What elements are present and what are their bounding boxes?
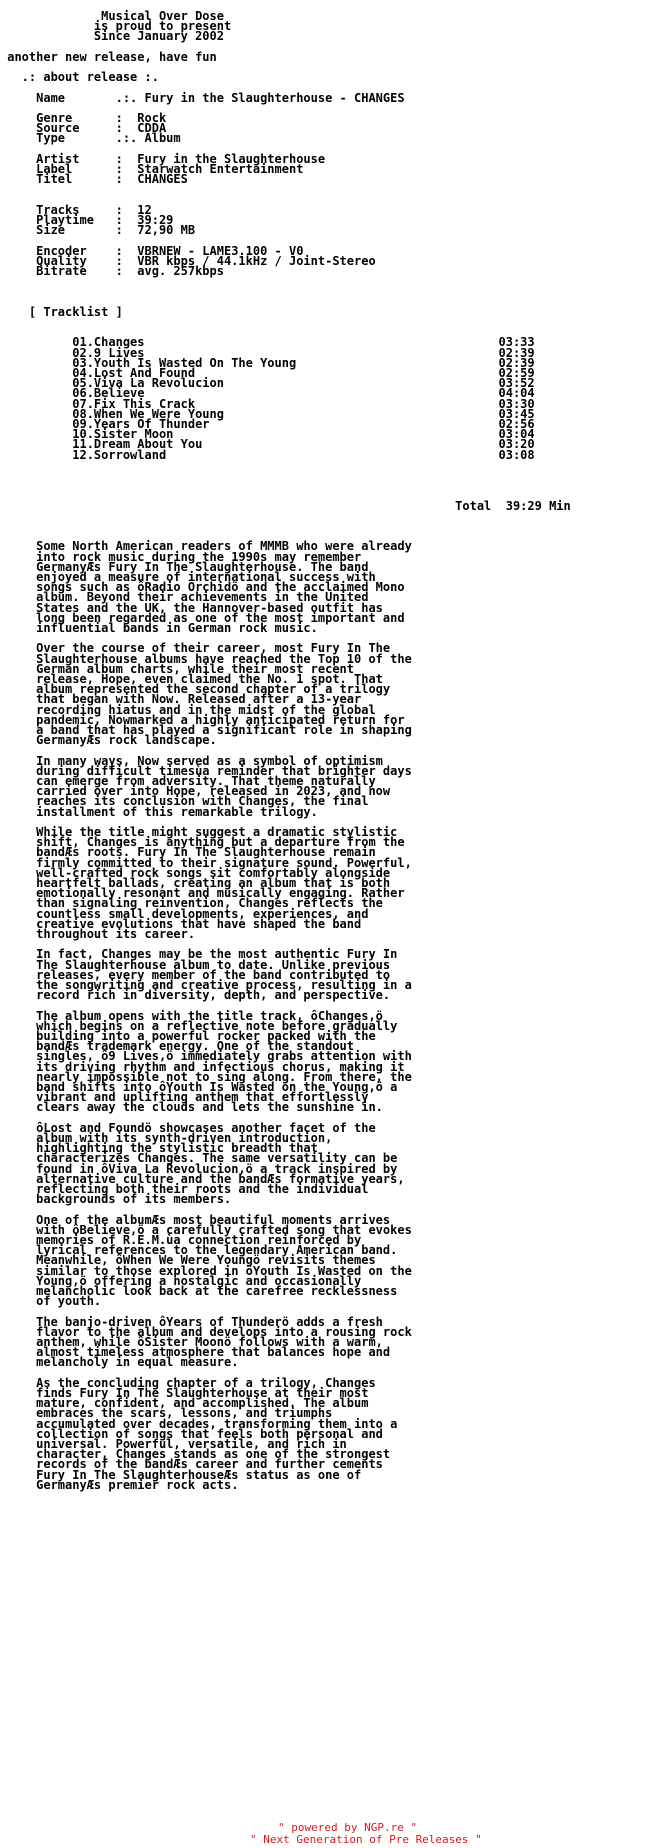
nfo-line: 02.9 Lives 02:39 (0, 345, 535, 360)
nfo-line: its driving rhythm and infectious chorus, making it (0, 1059, 405, 1074)
nfo-line: Name .:. Fury in the Slaughterhouse - CHANGES (0, 90, 405, 105)
nfo-line: flavor to the album and develops into a rousing rock (0, 1324, 412, 1339)
nfo-line: As the concluding chapter of a trilogy, Changes (0, 1375, 376, 1390)
nfo-line: While the title might suggest a dramatic stylistic (0, 825, 398, 839)
nfo-line: almost timeless atmosphere that balances hope and (0, 1345, 391, 1360)
nfo-line: The Slaughterhouse album to date. Unlike previous (0, 957, 391, 972)
nfo-line: nearly impossible not to sing along. From there, the (0, 1069, 412, 1084)
nfo-line: reaches its conclusion with Changes, the final (0, 794, 369, 809)
nfo-line: 01.Changes 03:33 (0, 335, 535, 350)
nfo-line: a band that has played a significant role in shaping (0, 723, 412, 737)
nfo-line: album represented the second chapter of a trilogy (0, 682, 391, 697)
nfo-line: Encoder : VBRNEW - LAME3.100 - V0 (0, 243, 304, 258)
nfo-line: bandÆs roots. Fury In The Slaughterhouse remain (0, 845, 376, 860)
nfo-line: Genre : Rock (0, 111, 167, 125)
nfo-line: can emerge from adversity. That theme naturally (0, 774, 376, 788)
nfo-line: Source : CDDA (0, 121, 167, 136)
nfo-line: German album charts, while their most recent (0, 661, 355, 676)
nfo-line: clears away the clouds and lets the sunshine in. (0, 1100, 383, 1115)
nfo-line: album. Beyond their achievements in the United (0, 590, 369, 605)
nfo-line: is proud to present (0, 19, 232, 34)
nfo-line: building into a powerful rocker packed with the (0, 1029, 376, 1043)
nfo-line: 07.Fix This Crack 03:30 (0, 396, 535, 411)
nfo-line: carried over into Hope, released in 2023, and now (0, 784, 391, 799)
nfo-line: Slaughterhouse albums have reached the Top 10 of the (0, 651, 412, 666)
nfo-line: memories of R.E.M.ùa connection reinforced by (0, 1233, 362, 1247)
nfo-line: records of the bandÆs career and further cements (0, 1457, 383, 1472)
nfo-line: throughout its career. (0, 927, 196, 941)
nfo-line: the songwriting and creative process, resulting in a (0, 978, 412, 992)
nfo-line: 04.Lost And Found 02:59 (0, 366, 535, 380)
nfo-line: Some North American readers of MMMB who were already (0, 539, 412, 554)
nfo-line: Total 39:29 Min (0, 498, 571, 513)
nfo-line: Musical Over Dose (0, 9, 224, 23)
nfo-line: long been regarded as one of the most important and (0, 610, 405, 625)
nfo-line: record rich in diversity, depth, and perspective. (0, 988, 391, 1003)
nfo-line: another new release, have fun (0, 49, 217, 64)
nfo-line: 09.Years Of Thunder 02:56 (0, 417, 535, 431)
nfo-line: Young,ö offering a nostalgic and occasionally (0, 1273, 362, 1288)
nfo-line: Type .:. Album (0, 131, 181, 146)
nfo-line: singles, ô9 Lives,ö immediately grabs attention with (0, 1049, 412, 1064)
nfo-line: Bitrate : avg. 257kbps (0, 264, 224, 278)
nfo-line: emotionally resonant and musically engaging. Rather (0, 886, 405, 901)
nfo-line: vibrant and uplifting anthem that effortlessly (0, 1090, 369, 1105)
nfo-line: of youth. (0, 1294, 102, 1309)
nfo-line: character, Changes stands as one of the strongest (0, 1447, 391, 1462)
nfo-line: influential bands in German rock music. (0, 621, 318, 635)
nfo-line: releases, every member of the band contributed to (0, 967, 391, 982)
nfo-line: melancholic look back at the carefree recklessness (0, 1284, 398, 1298)
nfo-line: collection of songs that feels both personal and (0, 1426, 383, 1441)
nfo-line: during difficult timesùa reminder that brighter days (0, 763, 412, 778)
nfo-line: GermanyÆs premier rock acts. (0, 1477, 239, 1492)
nfo-line: firmly committed to their signature sound. Powerful, (0, 855, 412, 870)
nfo-line: Fury In The SlaughterhouseÆs status as one of (0, 1467, 362, 1482)
nfo-line: found in ôViva La Revolucion,ö a track inspired by (0, 1161, 398, 1176)
nfo-line: 12.Sorrowland 03:08 (0, 447, 535, 462)
footer-next-generation: " Next Generation of Pre Releases " (250, 1833, 482, 1846)
nfo-line: 10.Sister Moon 03:04 (0, 427, 535, 442)
nfo-line: than signaling reinvention, Changes reflects the (0, 896, 383, 911)
nfo-line: 06.Believe 04:04 (0, 386, 535, 401)
nfo-line: highlighting the stylistic breadth that (0, 1141, 318, 1156)
nfo-line: characterizes Changes. The same versatility can be (0, 1151, 398, 1166)
footer-powered-by: " powered by NGP.re " (278, 1821, 418, 1834)
nfo-line: mature, confident, and accomplished. The album (0, 1396, 369, 1411)
nfo-line: Artist : Fury in the Slaughterhouse (0, 151, 326, 166)
nfo-line: album with its synth-driven introduction, (0, 1131, 333, 1145)
nfo-line: lyrical references to the legendary American band. (0, 1243, 398, 1258)
nfo-line: Label : Starwatch Entertainment (0, 162, 304, 176)
nfo-line: heartfelt ballads, creating an album that is both (0, 876, 391, 890)
nfo-line: with ôBelieve,ö a carefully crafted song that evokes (0, 1222, 412, 1237)
nfo-line: Playtime : 39:29 (0, 213, 174, 227)
nfo-line: Since January 2002 (0, 29, 224, 44)
nfo-line: creative evolutions that have shaped the band (0, 916, 362, 931)
nfo-line: alternative culture and the bandÆs formative years, (0, 1171, 405, 1186)
nfo-line: Quality : VBR kbps / 44.1kHz / Joint-Stereo (0, 253, 376, 268)
nfo-line: which begins on a reflective note before gradually (0, 1018, 398, 1033)
nfo-line: band shifts into ôYouth Is Wasted on the Young,ö a (0, 1080, 398, 1094)
nfo-line: Titel : CHANGES (0, 172, 188, 187)
nfo-line: shift, Changes is anything but a departure from the (0, 835, 405, 850)
nfo-line: 11.Dream About You 03:20 (0, 437, 535, 452)
nfo-line: recording hiatus and in the midst of the global (0, 702, 376, 717)
nfo-line: backgrounds of its members. (0, 1192, 232, 1207)
nfo-line: melancholy in equal measure. (0, 1355, 239, 1370)
nfo-line: similar to those explored in ôYouth Is Wasted on the (0, 1263, 412, 1278)
nfo-line: accumulated over decades, transforming them into a (0, 1416, 398, 1431)
nfo-line: installment of this remarkable trilogy. (0, 804, 318, 819)
nfo-line: countless small developments, experiences, and (0, 906, 369, 921)
nfo-line: One of the albumÆs most beautiful moments arrives (0, 1212, 391, 1227)
nfo-line: 05.Viva La Revolucion 03:52 (0, 376, 535, 391)
nfo-line: Meanwhile, ôWhen We Were Youngö revisits themes (0, 1253, 376, 1268)
nfo-line: ôLost and Foundö showcases another facet of the (0, 1120, 376, 1135)
nfo-line: well-crafted rock songs sit comfortably alongside (0, 865, 391, 880)
nfo-line: songs such as ôRadio Orchidö and the acclaimed Mono (0, 580, 405, 595)
nfo-line: reflecting both their roots and the individual (0, 1182, 369, 1196)
nfo-line: Tracks : 12 (0, 202, 152, 217)
nfo-line: bandÆs trademark energy. One of the standout (0, 1039, 355, 1054)
nfo-line: into rock music during the 1990s may remember (0, 549, 362, 564)
nfo-line: GermanyÆs rock landscape. (0, 733, 217, 748)
nfo-line: that began with Now. Released after a 13-year (0, 692, 362, 707)
nfo-line: In many ways, Now served as a symbol of optimism (0, 753, 383, 768)
nfo-line: The album opens with the title track, ôChanges,ö (0, 1008, 383, 1023)
nfo-line: 08.When We Were Young 03:45 (0, 406, 535, 421)
nfo-line: enjoyed a measure of international success with (0, 570, 376, 584)
nfo-line: release, Hope, even claimed the No. 1 spot. That (0, 672, 383, 686)
nfo-line: 03.Youth Is Wasted On The Young 02:39 (0, 355, 535, 370)
nfo-line: Size : 72,90 MB (0, 223, 196, 238)
nfo-line: Over the course of their career, most Fury In The (0, 641, 391, 656)
nfo-line: In fact, Changes may be the most authentic Fury In (0, 947, 398, 962)
nfo-line: GermanyÆs Fury In The Slaughterhouse. The band (0, 559, 369, 574)
nfo-line: [ Tracklist ] (0, 304, 123, 319)
nfo-line: finds Fury In The Slaughterhouse at their most (0, 1386, 369, 1400)
nfo-line: anthem, while ôSister Moonö follows with a warm, (0, 1335, 383, 1349)
nfo-line: universal. Powerful, versatile, and rich in (0, 1437, 347, 1451)
nfo-line: embraces the scars, lessons, and triumphs (0, 1406, 333, 1421)
nfo-line: States and the UK, the Hannover-based outfit has (0, 600, 383, 615)
nfo-line: .: about release :. (0, 70, 159, 85)
nfo-line: pandemic, Nowmarked a highly anticipated return for (0, 712, 405, 727)
nfo-line: The banjo-driven ôYears of Thunderö adds a fresh (0, 1314, 383, 1329)
